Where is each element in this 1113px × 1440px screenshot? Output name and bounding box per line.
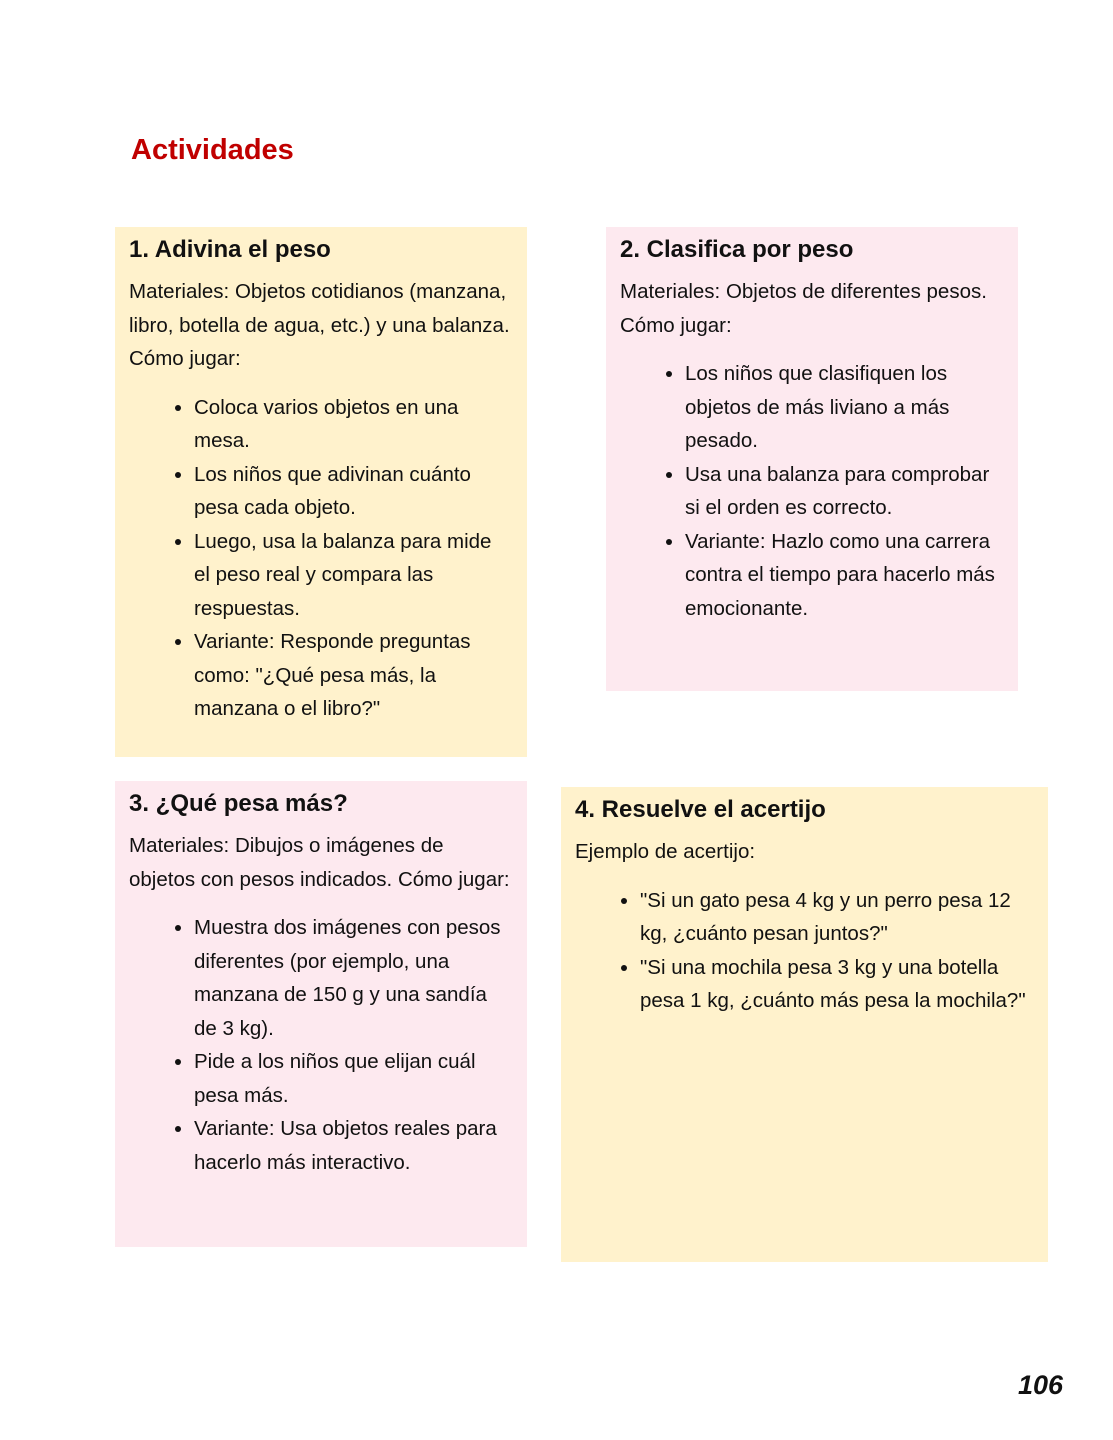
list-item: • Los niños que clasifiquen los objetos de más liviano a más pesado. <box>685 357 1004 458</box>
activity-list <box>575 884 1034 1018</box>
list-item: • Muestra dos imágenes con pesos diferentes (por ejemplo, una manzana de 150 g y una sandía de 3 kg). <box>194 911 513 1045</box>
list-item: • Coloca varios objetos en una mesa. <box>194 391 513 458</box>
activity-intro: Ejemplo de acertijo: <box>575 840 756 863</box>
activity-intro: Materiales: Objetos de diferentes pesos. Cómo jugar: <box>620 280 987 337</box>
list-item: • Usa una balanza para comprobar si el orden es correcto. <box>685 458 1004 525</box>
activity-list <box>129 391 513 726</box>
list-item: • Variante: Hazlo como una carrera contra el tiempo para hacerlo más emocionante. <box>685 525 1004 626</box>
activity-heading: 3. ¿Qué pesa más? <box>129 790 348 817</box>
list-item: • Variante: Usa objetos reales para hacerlo más interactivo. <box>194 1112 513 1179</box>
activity-list <box>129 911 513 1179</box>
list-item: • Los niños que adivinan cuánto pesa cada objeto. <box>194 458 513 525</box>
activity-intro: Materiales: Objetos cotidianos (manzana, libro, botella de agua, etc.) y una balanza. Cómo jugar: <box>129 280 510 370</box>
activity-intro: Materiales: Dibujos o imágenes de objetos con pesos indicados. Cómo jugar: <box>129 834 510 891</box>
list-item: • "Si una mochila pesa 3 kg y una botella pesa 1 kg, ¿cuánto más pesa la mochila?" <box>640 951 1034 1018</box>
activity-heading: 2. Clasifica por peso <box>620 236 854 263</box>
activity-list <box>620 357 1004 625</box>
activity-card-1 <box>115 227 527 757</box>
list-item: • Variante: Responde preguntas como: "¿Qué pesa más, la manzana o el libro?" <box>194 625 513 726</box>
activity-card-4 <box>561 787 1048 1262</box>
list-item: • "Si un gato pesa 4 kg y un perro pesa 12 kg, ¿cuánto pesan juntos?" <box>640 884 1034 951</box>
activity-card-2 <box>606 227 1018 691</box>
page-number: 106 <box>1018 1370 1064 1400</box>
list-item: • Luego, usa la balanza para mide el peso real y compara las respuestas. <box>194 525 513 626</box>
list-item: • Pide a los niños que elijan cuál pesa más. <box>194 1045 513 1112</box>
activity-card-3 <box>115 781 527 1247</box>
activity-heading: 4. Resuelve el acertijo <box>575 796 826 823</box>
activity-heading: 1. Adivina el peso <box>129 236 331 263</box>
page-title: Actividades <box>131 134 294 166</box>
